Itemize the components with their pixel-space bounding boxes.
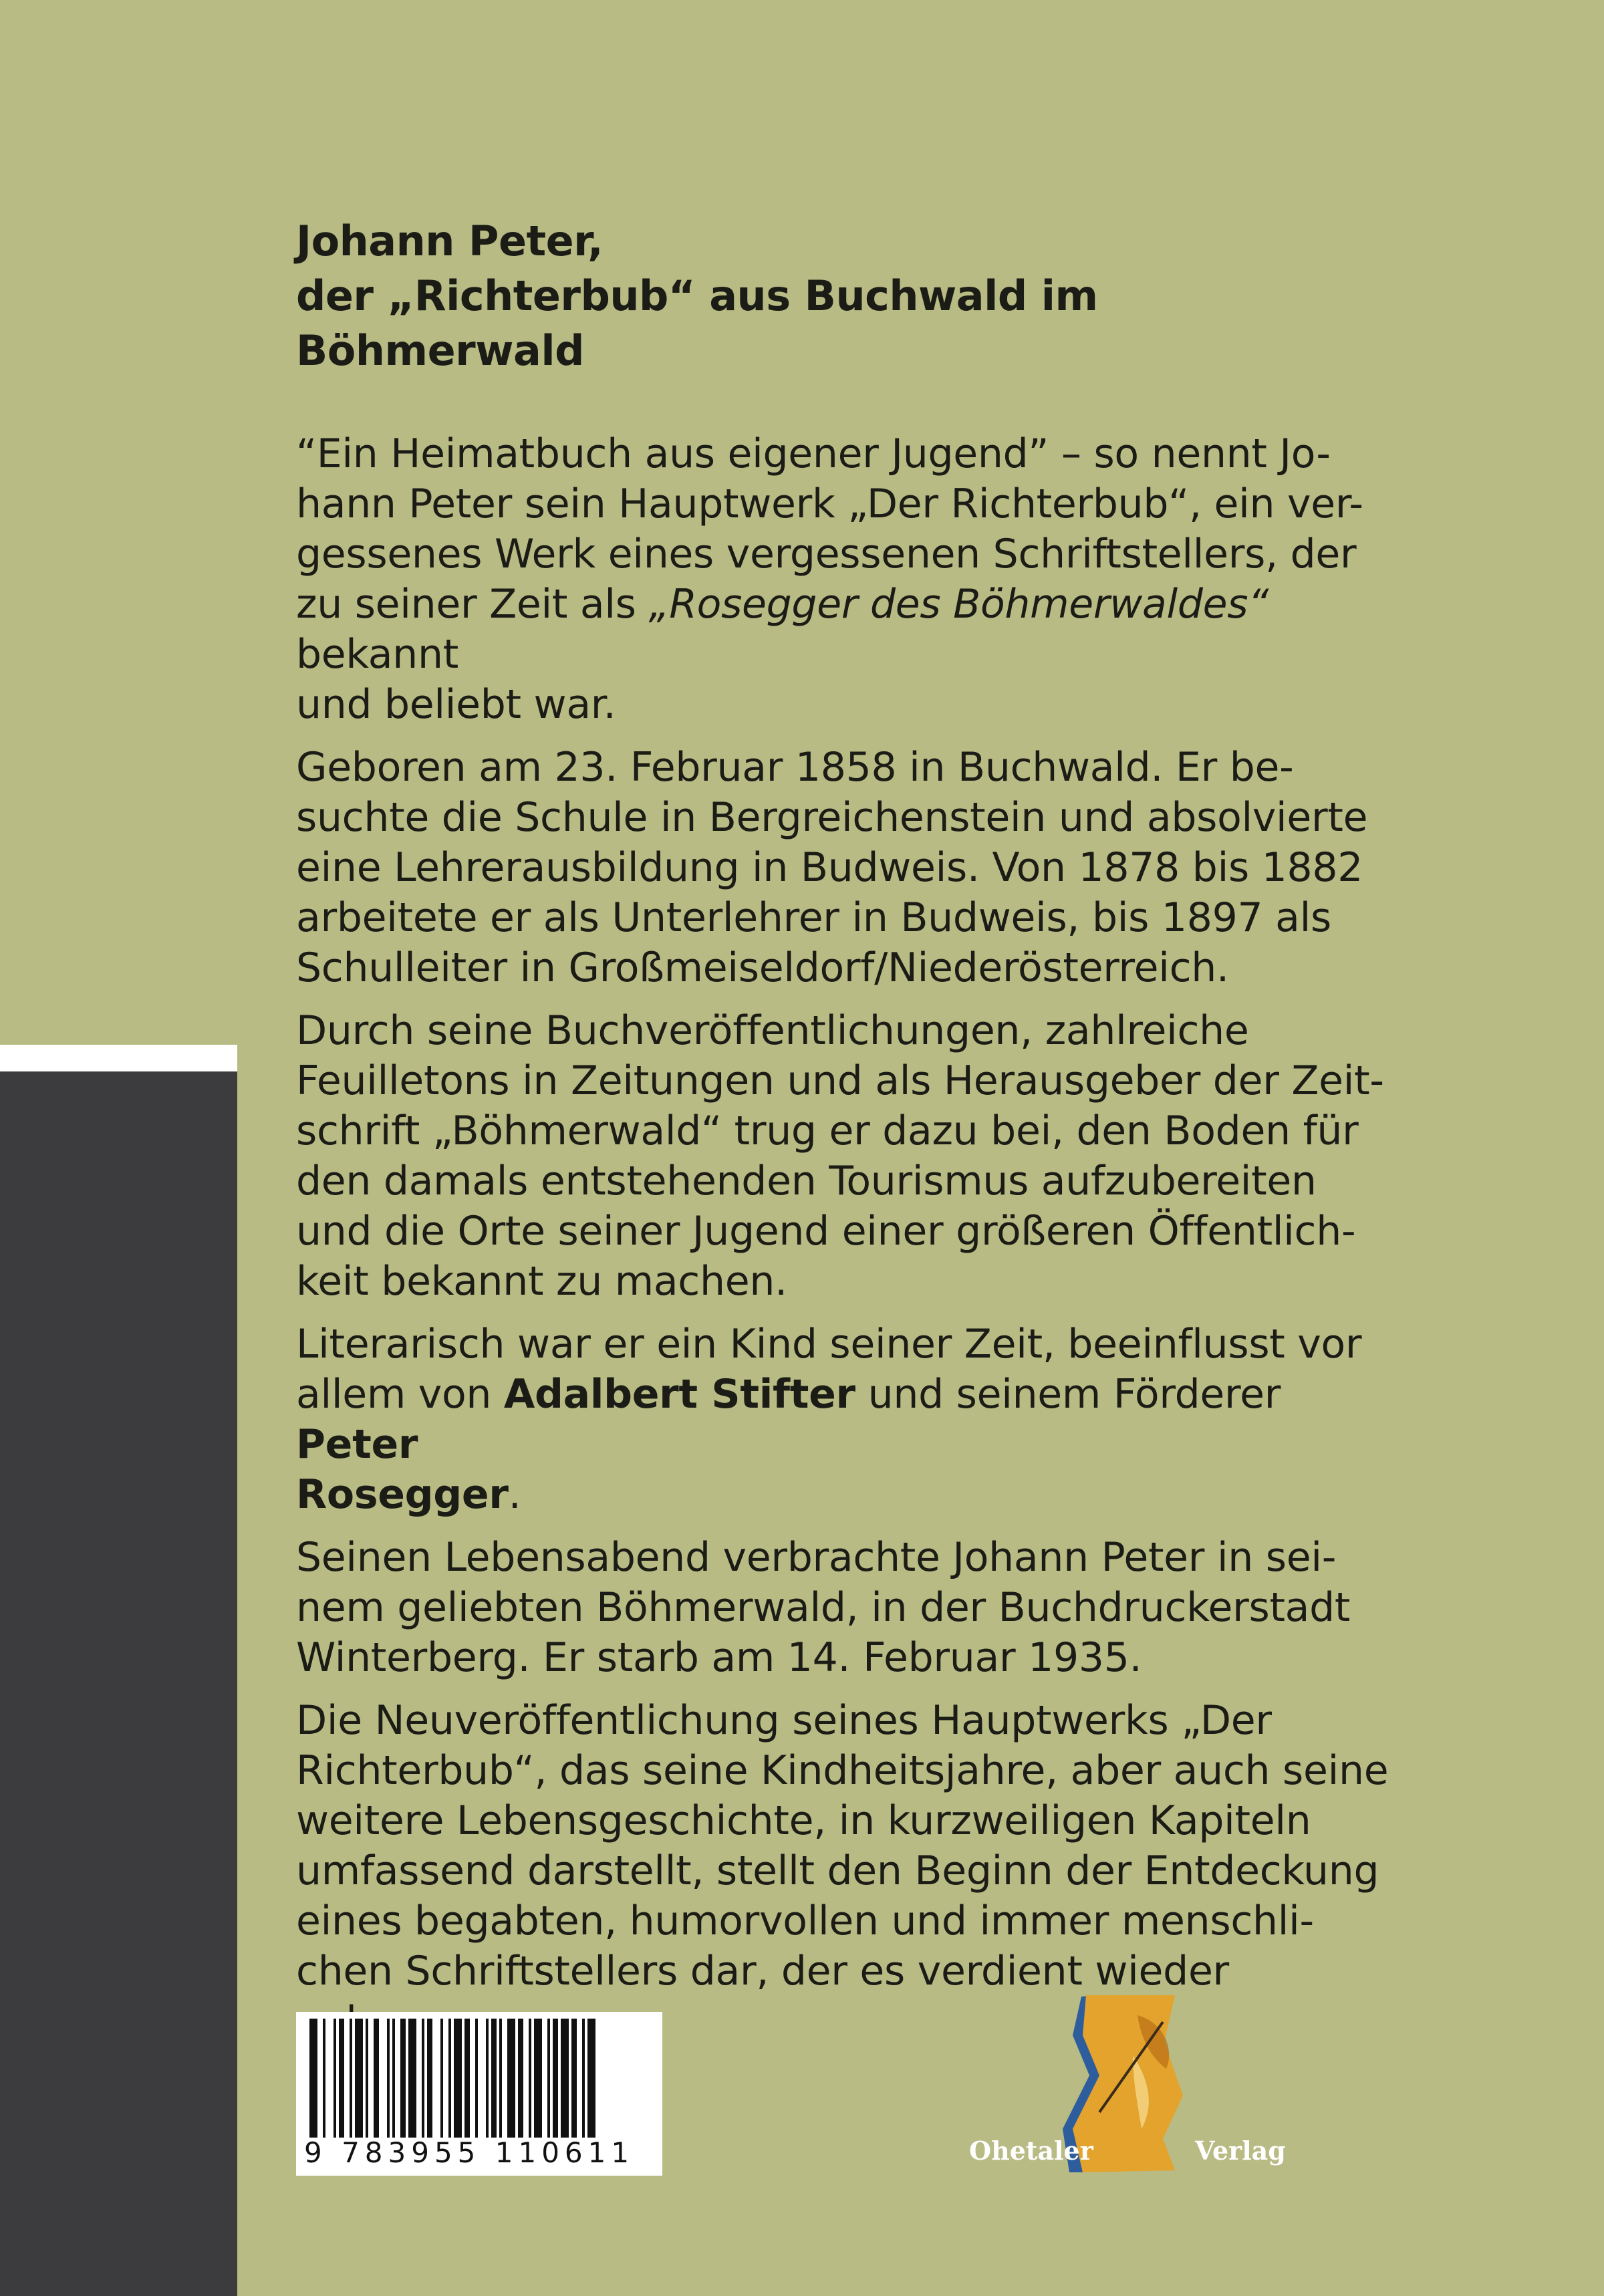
barcode-bar (571, 2019, 577, 2138)
decorative-dark-band (0, 1071, 237, 2296)
title-line-2: der „Richterbub“ aus Buchwald im Böhmerwald (296, 271, 1098, 375)
influences-end: . (508, 1471, 521, 1518)
paragraph-intro-text: “Ein Heimatbuch aus eigener Jugend” – so nennt Jo- hann Peter sein Hauptwerk „Der Richterbub“, ein ver- gessenes Werk eines vergessenen Schriftstellers, der zu seiner Zeit als (296, 430, 1363, 628)
barcode-bar (427, 2019, 432, 2138)
barcode-bar (464, 2019, 470, 2138)
barcode-bar (374, 2019, 379, 2138)
paragraph-republication: Die Neuveröffentlichung seines Hauptwerks „Der Richterbub“, das seine Kindheitsjahre, aber auch seine weitere Lebensgeschichte, in kurzweiligen Kapiteln umfassend darstellt, stellt den Beginn der Entdeckung eines begabten, humorvollen und immer menschli- chen Schriftstellers dar, der es verdient wieder (296, 1697, 1389, 1995)
influences-text: Literarisch war er ein Kind seiner Zeit, beeinflusst vor allem von (296, 1321, 1362, 1418)
book-title (296, 214, 1392, 378)
isbn-digits: 9 783955 110611 (304, 2136, 635, 2169)
barcode-bar (547, 2019, 550, 2138)
barcode-bar (392, 2019, 395, 2138)
name-rosegger: Peter Rosegger (296, 1421, 509, 1518)
title-line-1: Johann Peter, (296, 217, 604, 265)
isbn-barcode (296, 2012, 662, 2176)
publisher-name-left: Ohetaler (969, 2136, 1093, 2166)
paragraph-intro-end: bekannt und beliebt war. (296, 631, 616, 728)
name-stifter: Adalbert Stifter (503, 1371, 855, 1418)
barcode-bar (408, 2019, 416, 2138)
barcode-bar (499, 2019, 502, 2138)
barcode-bar (422, 2019, 424, 2138)
decorative-white-stripe (0, 1045, 237, 1071)
paragraph-publications: Durch seine Buchveröffentlichungen, zahlreiche Feuilletons in Zeitungen und als Herausgeber der Zeit- schrift „Böhmerwald“ trug er dazu bei, den Boden für den damals entstehenden Tourismus aufzubereiten und die Orte seiner Jugend einer größeren Öffentlich- keit bekannt zu machen. (296, 1007, 1384, 1305)
influences-text-2: und seinem Förderer (855, 1371, 1281, 1418)
barcode-bar (518, 2019, 523, 2138)
barcode-bar (350, 2019, 352, 2138)
barcode-bar (587, 2019, 595, 2138)
barcode-bar (491, 2019, 497, 2138)
barcode-bars (309, 2019, 649, 2138)
barcode-bar (454, 2019, 462, 2138)
barcode-bar (553, 2019, 558, 2138)
publisher-name-right: Verlag (1195, 2136, 1286, 2166)
paragraph-influences (296, 1319, 1392, 1520)
paragraph-intro (296, 429, 1392, 730)
publisher-logo (962, 1995, 1297, 2182)
barcode-bar (475, 2019, 478, 2138)
barcode-bar (529, 2019, 531, 2138)
paragraph-biography: Geboren am 23. Februar 1858 in Buchwald. Er be- suchte die Schule in Bergreichenstein und absolvierte eine Lehrerausbildung in Budweis. Von 1878 bis 1882 arbeitete er als Unterlehrer in Budweis, bis 1897 als Schulleiter in Großmeiseldorf/Niederösterreich. (296, 744, 1368, 991)
barcode-bar (366, 2019, 368, 2138)
barcode-bar (309, 2019, 317, 2138)
barcode-bar (387, 2019, 390, 2138)
barcode-bar (534, 2019, 542, 2138)
paragraph-later-life: Seinen Lebensabend verbrachte Johann Peter in sei- nem geliebten Böhmerwald, in der Buchdruckerstadt Winterberg. Er starb am 14. Februar 1935. (296, 1534, 1351, 1681)
barcode-bar (333, 2019, 336, 2138)
barcode-bar (323, 2019, 325, 2138)
back-cover-text (296, 214, 1392, 2110)
barcode-bar (448, 2019, 451, 2138)
barcode-bar (582, 2019, 585, 2138)
barcode-bar (440, 2019, 443, 2138)
barcode-bar (355, 2019, 363, 2138)
barcode-bar (507, 2019, 515, 2138)
barcode-bar (561, 2019, 569, 2138)
barcode-bar (486, 2019, 489, 2138)
barcode-bar (400, 2019, 406, 2138)
barcode-bar (339, 2019, 344, 2138)
rosegger-nickname: „Rosegger des Böhmerwaldes“ (648, 581, 1268, 628)
